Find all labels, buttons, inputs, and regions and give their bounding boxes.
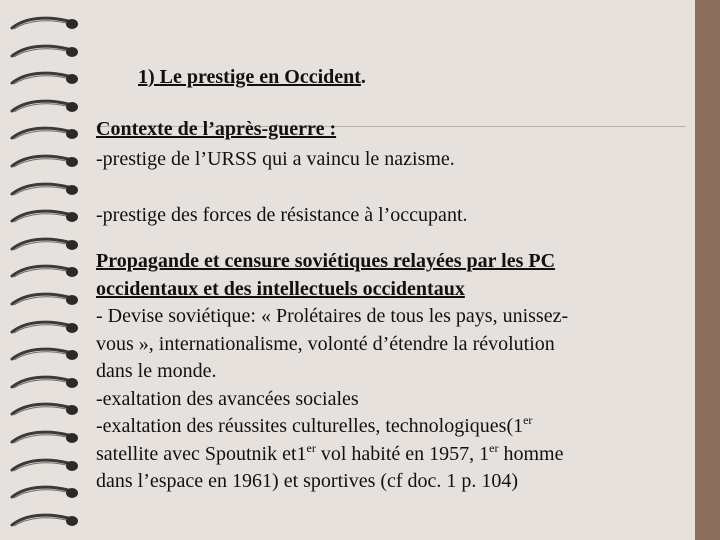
spiral-ring <box>8 345 80 363</box>
success-text-c: vol habité en 1957, 1 <box>315 442 490 465</box>
propaganda-section <box>96 248 676 496</box>
spiral-ring <box>8 262 80 280</box>
propaganda-heading-1: Propagande et censure soviétiques relayées par les PC <box>96 250 556 272</box>
spiral-ring <box>8 456 80 474</box>
spiral-ring <box>8 483 80 501</box>
sup-er-1: er <box>523 413 533 427</box>
devise-line-3: dans le monde. <box>96 360 217 382</box>
spiral-ring <box>8 14 80 32</box>
success-text-b: satellite avec Spoutnik et1 <box>96 442 307 465</box>
slide-title <box>138 66 366 89</box>
devise-line-2: vous », internationalisme, volonté d’étendre la révolution <box>96 332 555 355</box>
success-line-3: dans l’espace en 1961) et sportives (cf doc. 1 p. 104) <box>96 470 519 492</box>
sup-er-3: er <box>489 440 499 455</box>
context-heading: Contexte de l’après-guerre : <box>96 118 337 140</box>
spiral-ring <box>8 97 80 115</box>
success-text-d: homme <box>498 442 564 465</box>
spiral-ring <box>8 180 80 198</box>
spiral-ring <box>8 373 80 391</box>
spiral-ring <box>8 290 80 308</box>
spiral-ring <box>8 152 80 170</box>
devise-line-1: - Devise soviétique: « Prolétaires de tous les pays, unissez- <box>96 305 569 327</box>
spiral-ring <box>8 428 80 446</box>
sup-er-2: er <box>306 440 316 455</box>
spiral-binding <box>0 0 80 540</box>
spiral-ring <box>8 42 80 60</box>
context-line-urss: -prestige de l’URSS qui a vaincu le nazisme. <box>96 148 455 170</box>
success-line-2 <box>96 441 676 469</box>
success-line-1 <box>96 413 676 441</box>
spiral-ring <box>8 207 80 225</box>
spiral-ring <box>8 511 80 529</box>
spiral-ring <box>8 69 80 87</box>
spiral-ring <box>8 400 80 418</box>
propaganda-heading-2: occidentaux et des intellectuels occidentaux <box>96 277 465 300</box>
context-section <box>96 114 455 174</box>
spiral-ring <box>8 235 80 253</box>
success-text-a: -exaltation des réussites culturelles, technologiques(1 <box>96 415 524 437</box>
context-line-resistance: -prestige des forces de résistance à l’occupant. <box>96 204 468 226</box>
spiral-ring <box>8 318 80 336</box>
social-line: -exaltation des avancées sociales <box>96 387 359 410</box>
title-text: 1) Le prestige en Occident <box>138 66 361 88</box>
title-period: . <box>360 66 366 88</box>
spiral-ring <box>8 124 80 142</box>
